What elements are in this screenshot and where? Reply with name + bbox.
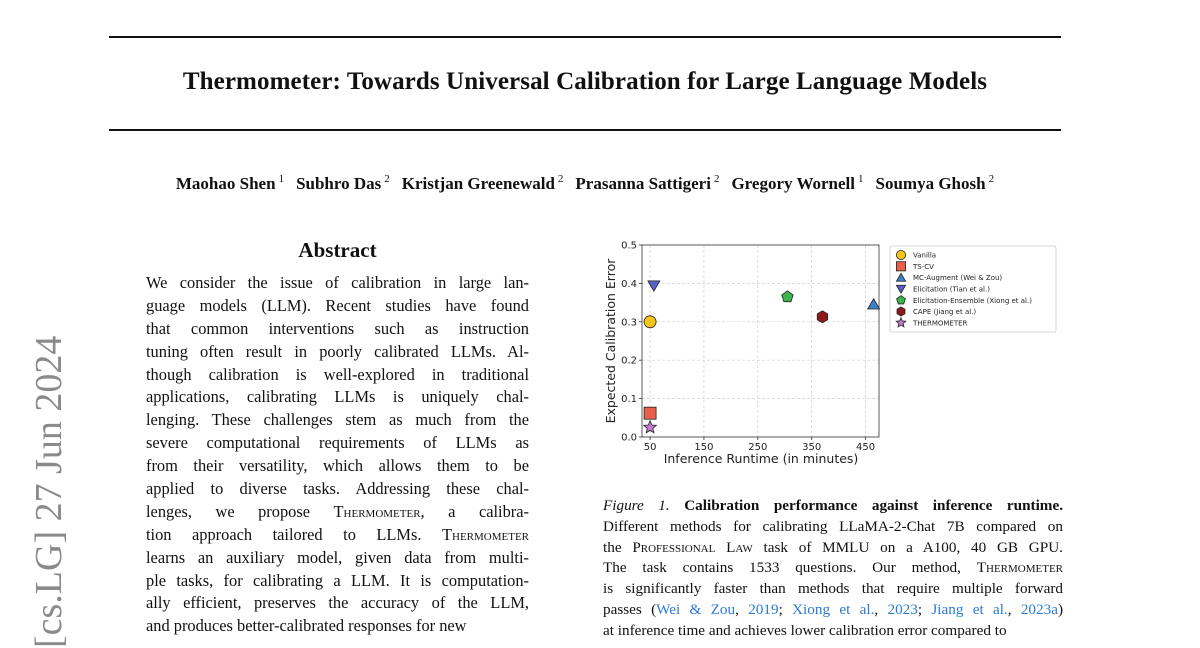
abstract-line: that common interventions such as instruction <box>146 318 529 338</box>
legend-label: Elicitation-Ensemble (Xiong et al.) <box>913 296 1032 305</box>
top-rule <box>109 36 1061 38</box>
arxiv-stamp: [cs.LG] 27 Jun 2024 <box>28 335 70 648</box>
paper-title: Thermometer: Towards Universal Calibration for Large Language Models <box>182 68 988 95</box>
plot-frame <box>642 245 879 437</box>
method-name: Thermometer <box>441 524 529 544</box>
chart-ticks <box>621 241 875 454</box>
method-name: Thermometer <box>333 501 421 521</box>
legend-label: Vanilla <box>913 251 937 260</box>
legend-label: Elicitation (Tian et al.) <box>913 285 990 294</box>
citation-year-link[interactable]: 2023 <box>887 600 918 618</box>
abstract-line: ple tasks, for calibrating a LLM. It is computation- <box>146 570 529 590</box>
y-axis-label: Expected Calibration Error <box>603 258 618 424</box>
data-point <box>644 316 656 328</box>
affiliation-mark: 1 <box>278 173 285 185</box>
affiliation-mark: 2 <box>713 173 720 185</box>
abstract-heading: Abstract <box>298 238 377 262</box>
abstract-line: tuning often result in poorly calibrated LLMs. Al- <box>146 341 529 361</box>
abstract-line: lenging. These challenges stem as much from the <box>146 410 529 430</box>
citation-year-link[interactable]: 2019 <box>748 600 779 618</box>
x-axis-label: Inference Runtime (in minutes) <box>663 451 859 466</box>
x-tick-label: 350 <box>802 442 822 453</box>
y-tick-label: 0.4 <box>621 278 637 290</box>
abstract-text: tion approach tailored to LLMs. <box>146 524 422 544</box>
figure-label: Figure 1. <box>603 497 670 514</box>
abstract-line: applications, calibrating LLMs is uniquely chal- <box>146 387 529 407</box>
abstract-line: and produces better-calibrated responses for new <box>146 616 467 636</box>
abstract-line: ally efficient, preserves the accuracy of the LLM, <box>146 593 529 613</box>
y-tick-label: 0.0 <box>621 432 637 444</box>
citation-year-link[interactable]: 2023a <box>1020 600 1058 618</box>
x-tick-label: 150 <box>694 442 714 453</box>
author-name: Soumya Ghosh $^2$ <box>875 173 995 193</box>
legend-label: TS-CV <box>913 262 934 271</box>
abstract-line: from their versatility, which allows them to be <box>146 456 529 476</box>
legend-marker <box>896 250 905 259</box>
calibration-scatter-chart <box>595 237 1065 472</box>
author-name: Subhro Das $^2$ <box>296 173 390 193</box>
chart-marks <box>644 281 880 433</box>
y-tick-label: 0.5 <box>621 240 637 252</box>
abstract-line: We consider the issue of calibration in large lan- <box>146 273 529 292</box>
data-point <box>817 311 827 323</box>
abstract-line <box>146 524 529 547</box>
caption-line <box>603 496 1063 517</box>
citation-link[interactable]: Xiong et al. <box>792 600 875 618</box>
caption-line: Different methods for calibrating LLaMA-2-Chat 7B compared on <box>603 517 1063 535</box>
x-tick-label: 50 <box>643 442 657 453</box>
data-point <box>868 299 880 309</box>
legend-label: THERMOMETER <box>913 319 968 328</box>
legend-label: CAPE (Jiang et al.) <box>913 308 977 317</box>
affiliation-mark: 2 <box>557 173 564 185</box>
title-bottom-rule <box>109 129 1061 131</box>
caption-text: The task contains 1533 questions. Our method, <box>603 559 961 577</box>
affiliation-mark: 2 <box>384 173 390 185</box>
figure-1 <box>595 237 1065 472</box>
abstract-line: severe computational requirements of LLMs as <box>146 433 529 453</box>
caption-line: passes (Wei & Zou, 2019; Xiong et al., 2023; Jiang et al., 2023a) <box>603 600 1064 618</box>
figure-caption <box>603 496 1063 642</box>
abstract-text: lenges, we propose <box>146 501 311 521</box>
y-tick-label: 0.2 <box>621 355 637 367</box>
method-name: Thermometer <box>976 559 1064 577</box>
legend-label: MC-Augment (Wei & Zou) <box>913 274 1003 283</box>
chart-grid <box>642 245 879 437</box>
caption-line <box>603 538 1063 559</box>
data-point <box>644 407 656 419</box>
caption-text: the <box>603 538 622 556</box>
caption-line: is significantly faster than methods that require multiple forward <box>603 580 1063 598</box>
caption-text: passes ( <box>603 600 657 618</box>
affiliation-mark: 2 <box>988 173 995 185</box>
caption-line <box>603 558 1063 579</box>
affiliation-mark: 1 <box>858 173 864 185</box>
abstract-line: though calibration is well-explored in traditional <box>146 364 529 384</box>
y-tick-label: 0.3 <box>621 317 637 329</box>
caption-text: task of MMLU on a A100, 40 GB GPU. <box>763 538 1063 556</box>
abstract-body <box>146 272 529 638</box>
data-point <box>782 291 793 302</box>
abstract-line: guage models (LLM). Recent studies have found <box>146 295 529 315</box>
citation-link[interactable]: Jiang et al. <box>931 600 1008 618</box>
abstract-line: applied to diverse tasks. Addressing these chal- <box>146 479 529 499</box>
abstract-line <box>146 501 529 524</box>
x-tick-label: 250 <box>748 442 768 453</box>
citation-link[interactable]: Wei & Zou <box>656 600 736 618</box>
author-list <box>109 173 1061 194</box>
author-name: Maohao Shen $^1$ <box>175 173 285 193</box>
data-point <box>648 281 660 291</box>
legend-marker <box>896 262 905 271</box>
author-name: Prasanna Sattigeri $^2$ <box>575 173 720 193</box>
task-name: Professional Law <box>632 538 753 556</box>
author-name: Gregory Wornell $^1$ <box>731 173 864 193</box>
legend-marker <box>897 307 905 316</box>
caption-line: at inference time and achieves lower calibration error compared to <box>603 621 1007 639</box>
x-tick-label: 450 <box>855 442 876 453</box>
caption-title: Calibration performance against inference runtime. <box>684 497 1064 514</box>
abstract-text: , a calibra- <box>420 501 529 521</box>
abstract-line: learns an auxiliary model, given data from multi- <box>146 547 529 567</box>
y-tick-label: 0.1 <box>621 394 637 406</box>
author-name: Kristjan Greenewald $^2$ <box>401 173 564 193</box>
